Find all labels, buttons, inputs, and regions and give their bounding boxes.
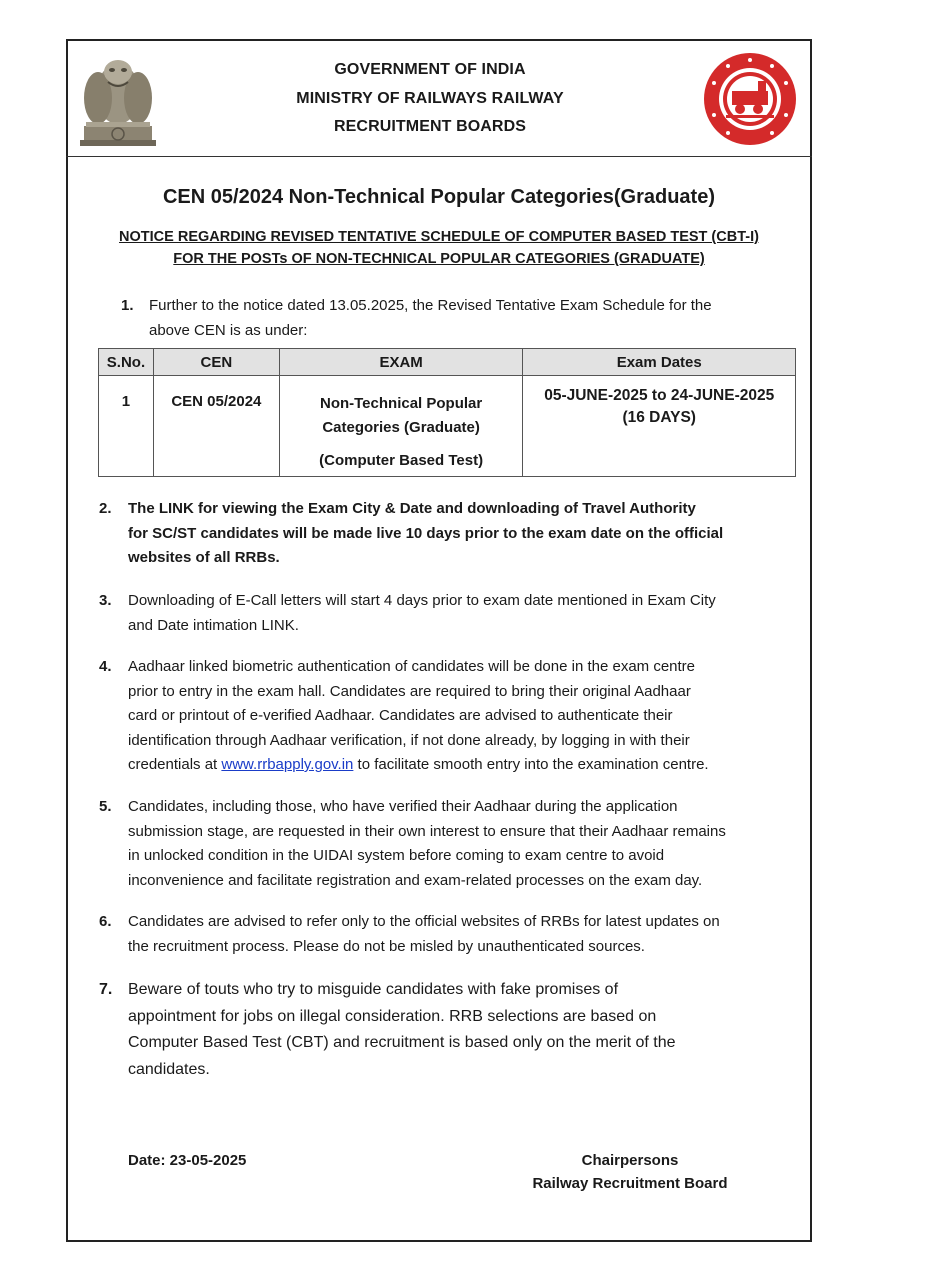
line-text: credentials at	[128, 756, 222, 773]
paragraph-line: Downloading of E-Call letters will start 4 days prior to exam date mentioned in Exam City	[128, 592, 716, 609]
notice-heading-line-2: FOR THE POSTs OF NON-TECHNICAL POPULAR CATEGORIES (GRADUATE)	[173, 251, 705, 267]
cell-text: (16 DAYS)	[622, 409, 696, 426]
table-row	[99, 376, 796, 477]
paragraph-number: 3.	[99, 592, 112, 609]
paragraph-line: Beware of touts who try to misguide candidates with fake promises of	[128, 981, 619, 998]
cell-text: Non-Technical Popular	[319, 395, 483, 412]
notice-heading-line-1: NOTICE REGARDING REVISED TENTATIVE SCHEDULE OF COMPUTER BASED TEST (CBT-I)	[119, 229, 759, 245]
paragraph-line	[128, 753, 709, 778]
paragraph-line: Computer Based Test (CBT) and recruitment is based only on the merit of the	[128, 1034, 676, 1051]
paragraph-line: inconvenience and facilitate registration and exam-related processes on the exam day.	[128, 871, 703, 889]
paragraph-line: Further to the notice dated 13.05.2025, the Revised Tentative Exam Schedule for the	[149, 297, 712, 314]
paragraph-number: 5.	[99, 798, 112, 815]
cell-text: CEN 05/2024	[171, 393, 262, 410]
paragraph-line: The LINK for viewing the Exam City & Date and downloading of Travel Authority	[128, 500, 696, 517]
paragraph-line: appointment for jobs on illegal consideration. RRB selections are based on	[128, 1007, 657, 1025]
signatory-organization: Railway Recruitment Board	[532, 1175, 728, 1192]
header-divider	[66, 156, 812, 157]
column-header-sno: S.No.	[99, 349, 154, 376]
cell-exam-dates	[523, 376, 796, 477]
national-emblem-icon	[80, 52, 156, 148]
paragraph-line: Candidates are advised to refer only to the official websites of RRBs for latest updates on	[128, 913, 720, 930]
column-header-exam-dates: Exam Dates	[523, 349, 796, 376]
paragraph-line: Aadhaar linked biometric authentication of candidates will be done in the exam centre	[128, 658, 696, 675]
column-header-exam: EXAM	[279, 349, 523, 376]
paragraph-line: card or printout of e-verified Aadhaar. Candidates are advised to authenticate their	[128, 707, 673, 724]
column-header-cen: CEN	[153, 349, 279, 376]
paragraph-line: websites of all RRBs.	[128, 549, 280, 566]
document-date: Date: 23-05-2025	[128, 1152, 247, 1169]
page-title: CEN 05/2024 Non-Technical Popular Categories(Graduate)	[162, 186, 715, 208]
indian-railways-logo	[702, 51, 798, 147]
paragraph-line: in unlocked condition in the UIDAI system before coming to exam centre to avoid	[128, 847, 665, 864]
paragraph-line: identification through Aadhaar verification, if not done already, by logging in with their	[128, 731, 690, 749]
exam-schedule-table	[98, 348, 796, 477]
paragraph-number: 4.	[99, 658, 112, 675]
header-line-3: RECRUITMENT BOARDS	[333, 118, 527, 135]
paragraph-number: 7.	[99, 981, 113, 998]
header-line-1: GOVERNMENT OF INDIA	[334, 61, 526, 78]
paragraph-number: 6.	[99, 913, 112, 930]
paragraph-line: for SC/ST candidates will be made live 10 days prior to the exam date on the official	[128, 524, 724, 542]
paragraph-number: 1.	[121, 297, 134, 314]
paragraph-number: 2.	[99, 500, 112, 517]
header-line-2: MINISTRY OF RAILWAYS RAILWAY	[296, 90, 564, 107]
paragraph-line: and Date intimation LINK.	[128, 616, 299, 634]
paragraph-line: candidates.	[128, 1060, 210, 1078]
cell-sno	[99, 376, 154, 477]
cell-text: 05-JUNE-2025 to 24-JUNE-2025	[544, 387, 775, 404]
paragraph-line: Candidates, including those, who have verified their Aadhaar during the application	[128, 798, 678, 815]
cell-cen	[153, 376, 279, 477]
rrbapply-link[interactable]: www.rrbapply.gov.in	[221, 756, 354, 773]
paragraph-line: prior to entry in the exam hall. Candidates are required to bring their original Aadhaar	[128, 682, 691, 700]
paragraph-line: the recruitment process. Please do not be misled by unauthenticated sources.	[128, 937, 645, 955]
signatory-title: Chairpersons	[581, 1152, 679, 1169]
line-text: to facilitate smooth entry into the examination centre.	[353, 756, 709, 773]
paragraph-line: submission stage, are requested in their own interest to ensure that their Aadhaar remains	[128, 822, 726, 840]
cell-text: (Computer Based Test)	[319, 452, 484, 469]
cell-text: 1	[121, 393, 131, 410]
paragraph-line: above CEN is as under:	[149, 321, 308, 339]
table-header-row	[99, 349, 796, 376]
cell-text: Categories (Graduate)	[322, 419, 480, 436]
cell-exam	[279, 376, 523, 477]
